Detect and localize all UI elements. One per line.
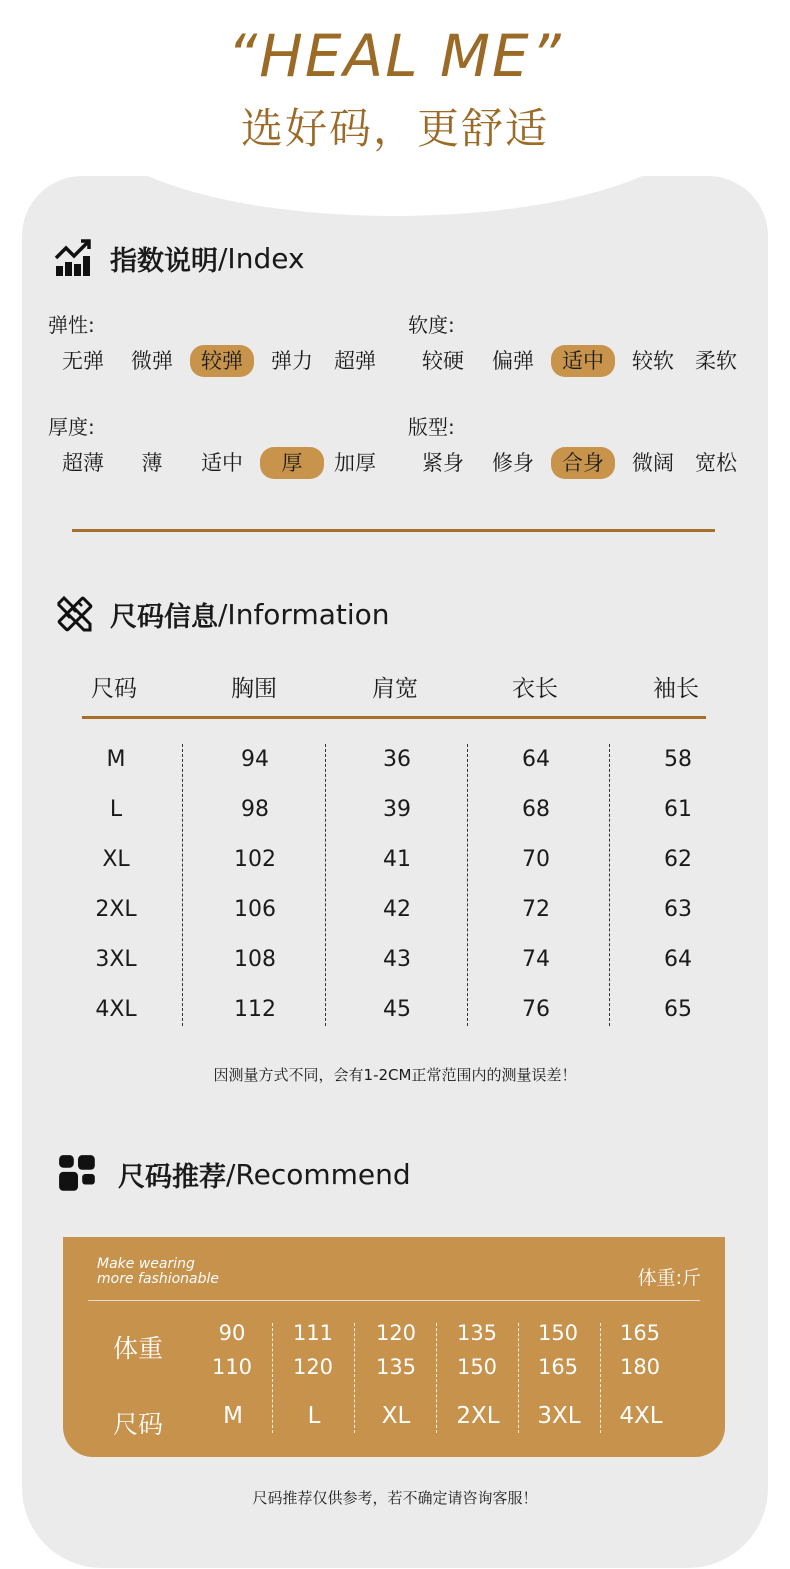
weight-max: 180 <box>619 1355 661 1379</box>
recommend-panel <box>63 1237 725 1457</box>
table-row <box>22 947 768 977</box>
cell-sleeve: 62 <box>664 847 692 872</box>
pencil-ruler-icon <box>54 594 94 634</box>
table-row <box>22 997 768 1027</box>
attr-option: 薄 <box>141 451 163 475</box>
attr-option: 微弹 <box>131 349 173 373</box>
slogan-line: Make wearing <box>97 1256 195 1272</box>
cell-length: 70 <box>522 847 550 872</box>
column-separator <box>609 744 610 1026</box>
attr-group-fit <box>406 411 737 475</box>
attr-option: 适中 <box>201 451 243 475</box>
weight-range <box>356 1316 436 1384</box>
cell-shoulder: 41 <box>383 847 411 872</box>
measurement-note: 因测量方式不同，会有1-2CM正常范围内的测量误差！ <box>213 1066 577 1084</box>
cell-size: XL <box>102 847 130 872</box>
attr-label: 弹性: <box>46 309 97 338</box>
column-separator <box>467 744 468 1026</box>
size-row-label: 尺码 <box>113 1410 164 1439</box>
cell-shoulder: 36 <box>383 747 411 772</box>
recommended-size: L <box>307 1403 321 1429</box>
attr-options <box>46 345 386 377</box>
attr-option: 加厚 <box>334 451 376 475</box>
cell-length: 64 <box>522 747 550 772</box>
section-divider <box>72 529 715 532</box>
weight-max: 120 <box>292 1355 334 1379</box>
attr-option: 弹力 <box>271 349 313 373</box>
cell-sleeve: 58 <box>664 747 692 772</box>
column-header: 袖长 <box>653 676 699 702</box>
cell-size: L <box>109 797 123 822</box>
size-guide-card <box>22 176 768 1568</box>
attr-label: 软度: <box>406 309 457 338</box>
table-row <box>22 797 768 827</box>
cell-chest: 106 <box>234 897 276 922</box>
cell-size: M <box>106 747 126 772</box>
attr-group-thickness <box>46 411 376 475</box>
column-separator <box>354 1323 355 1433</box>
cell-shoulder: 39 <box>383 797 411 822</box>
cell-length: 68 <box>522 797 550 822</box>
column-separator <box>182 744 183 1026</box>
cell-shoulder: 45 <box>383 997 411 1022</box>
trend-chart-icon <box>54 238 94 278</box>
index-title: 指数说明 <box>110 245 218 277</box>
cell-sleeve: 63 <box>664 897 692 922</box>
blocks-icon <box>54 1153 102 1195</box>
weight-range <box>437 1316 517 1384</box>
recommended-size: XL <box>381 1403 411 1429</box>
card-top-curve <box>92 176 698 216</box>
weight-min: 90 <box>218 1321 246 1345</box>
brand-title: “HEAL ME” <box>227 22 563 90</box>
cell-sleeve: 61 <box>664 797 692 822</box>
weight-min: 150 <box>537 1321 579 1345</box>
table-header-rule <box>82 716 706 719</box>
size-table-header <box>22 670 768 700</box>
recommend-title: 尺码推荐 <box>118 1161 226 1193</box>
recommend-note: 尺码推荐仅供参考，若不确定请咨询客服！ <box>252 1489 538 1507</box>
weight-range <box>600 1316 680 1384</box>
attr-label: 版型: <box>406 411 457 440</box>
cell-length: 76 <box>522 997 550 1022</box>
cell-chest: 94 <box>241 747 269 772</box>
table-row <box>22 847 768 877</box>
index-section-header <box>54 238 305 278</box>
attr-options <box>406 345 746 377</box>
attr-option: 无弹 <box>62 349 104 373</box>
cell-chest: 112 <box>234 997 276 1022</box>
attr-option: 超弹 <box>334 349 376 373</box>
attr-option: 柔软 <box>695 349 737 373</box>
weight-unit: 体重:斤 <box>637 1267 701 1289</box>
recommended-size: 2XL <box>456 1403 500 1429</box>
weight-min: 111 <box>292 1321 334 1345</box>
header-subtitle: 选好码，更舒适 <box>240 104 549 153</box>
weight-max: 165 <box>537 1355 579 1379</box>
cell-chest: 98 <box>241 797 269 822</box>
cell-shoulder: 43 <box>383 947 411 972</box>
attr-option: 宽松 <box>695 451 737 475</box>
recommend-section-header <box>54 1153 411 1195</box>
attr-option: 超薄 <box>62 451 104 475</box>
cell-shoulder: 42 <box>383 897 411 922</box>
attr-option: 偏弹 <box>492 349 534 373</box>
column-separator <box>325 744 326 1026</box>
attr-group-softness <box>406 309 737 373</box>
weight-max: 110 <box>211 1355 253 1379</box>
attr-option-selected: 较弹 <box>190 345 254 377</box>
weight-range <box>192 1316 272 1384</box>
info-title: 尺码信息 <box>110 601 218 633</box>
panel-rule <box>88 1300 700 1301</box>
attr-option-selected: 适中 <box>551 345 615 377</box>
column-header: 衣长 <box>512 676 558 702</box>
cell-chest: 102 <box>234 847 276 872</box>
column-header: 肩宽 <box>372 676 418 702</box>
weight-min: 135 <box>456 1321 498 1345</box>
attr-option: 微阔 <box>632 451 674 475</box>
attr-option: 较硬 <box>422 349 464 373</box>
attr-option-selected: 厚 <box>260 447 324 479</box>
index-subtitle: /Index <box>218 241 305 275</box>
slogan-line: more fashionable <box>97 1271 219 1287</box>
attr-label: 厚度: <box>46 411 97 440</box>
size-table-body <box>22 744 768 1026</box>
weight-min: 165 <box>619 1321 661 1345</box>
recommended-size: 3XL <box>537 1403 581 1429</box>
cell-sleeve: 65 <box>664 997 692 1022</box>
info-section-header <box>54 594 390 634</box>
recommend-subtitle: /Recommend <box>226 1157 411 1191</box>
attr-option-selected: 合身 <box>551 447 615 479</box>
weight-max: 150 <box>456 1355 498 1379</box>
column-header: 尺码 <box>91 676 137 702</box>
weight-range <box>518 1316 598 1384</box>
weight-row-label: 体重 <box>113 1334 164 1363</box>
attr-option: 较软 <box>632 349 674 373</box>
cell-sleeve: 64 <box>664 947 692 972</box>
attr-option: 紧身 <box>422 451 464 475</box>
attr-group-elasticity <box>46 309 376 373</box>
attr-option: 修身 <box>492 451 534 475</box>
attr-options <box>406 447 746 479</box>
table-row <box>22 747 768 777</box>
recommended-size: M <box>223 1403 243 1429</box>
attr-options <box>46 447 386 479</box>
slogan <box>97 1257 219 1287</box>
table-row <box>22 897 768 927</box>
info-subtitle: /Information <box>218 597 390 631</box>
cell-size: 4XL <box>95 997 137 1022</box>
weight-range <box>273 1316 353 1384</box>
cell-length: 74 <box>522 947 550 972</box>
weight-min: 120 <box>375 1321 417 1345</box>
cell-length: 72 <box>522 897 550 922</box>
cell-size: 2XL <box>95 897 137 922</box>
weight-max: 135 <box>375 1355 417 1379</box>
column-header: 胸围 <box>231 676 277 702</box>
recommended-size: 4XL <box>619 1403 663 1429</box>
cell-size: 3XL <box>95 947 137 972</box>
cell-chest: 108 <box>234 947 276 972</box>
